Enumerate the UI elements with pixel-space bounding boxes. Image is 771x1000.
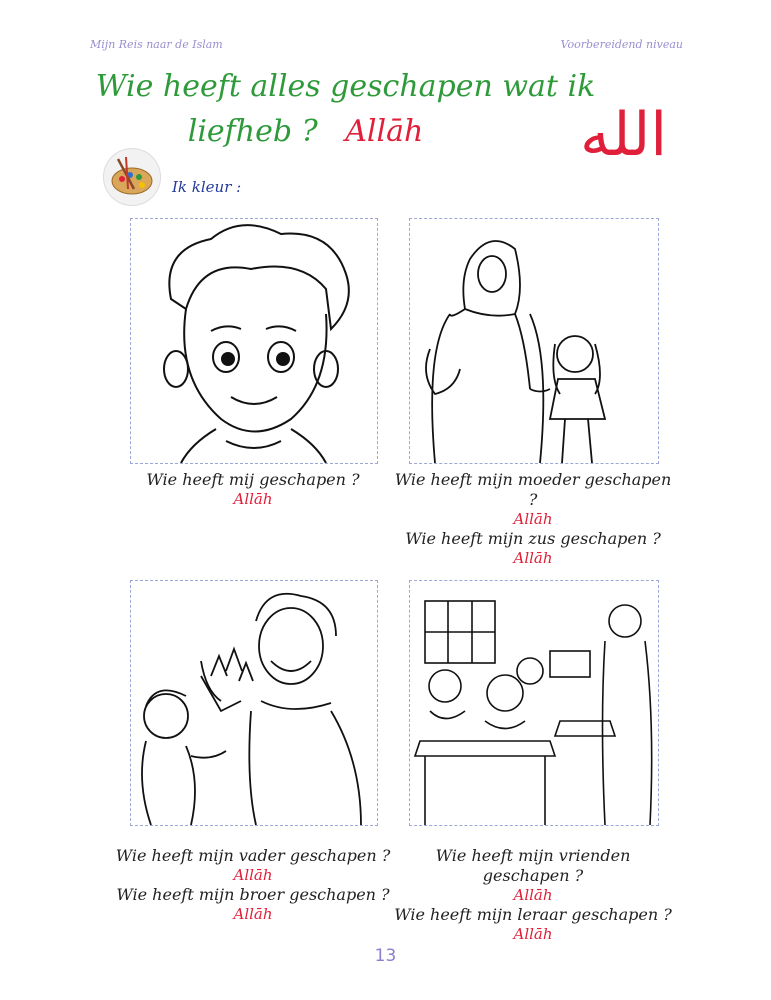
answer-text-2: Allāh	[513, 548, 553, 567]
question-text-2: Wie heeft mijn zus geschapen ?	[405, 528, 661, 548]
answer-text: Allāh	[233, 490, 273, 508]
paint-palette-icon	[103, 148, 161, 206]
arabic-calligraphy: الله	[580, 100, 667, 170]
title-question: liefheb ?	[187, 114, 318, 149]
instruction-label: Ik kleur :	[172, 178, 242, 196]
panel3-caption	[112, 846, 394, 924]
title-answer: Allāh	[345, 114, 424, 149]
question-text: Wie heeft mijn vrienden geschapen ?	[435, 846, 631, 885]
answer-text-2: Allāh	[233, 904, 273, 923]
answer-text-2: Allāh	[513, 924, 553, 943]
question-text: Wie heeft mijn vader geschapen ?	[115, 846, 391, 865]
coloring-panel-mother-daughter[interactable]	[409, 218, 659, 464]
answer-text: Allāh	[513, 510, 553, 528]
answer-text: Allāh	[233, 866, 273, 884]
header-book-title: Mijn Reis naar de Islam	[90, 38, 223, 51]
answer-text: Allāh	[513, 886, 553, 904]
question-text-2: Wie heeft mijn broer geschapen ?	[116, 884, 390, 904]
page-number: 13	[374, 946, 397, 966]
question-text: Wie heeft mij geschapen ?	[146, 470, 360, 489]
panel1-caption	[130, 470, 376, 509]
panel4-caption	[392, 846, 674, 944]
page-title-line1: Wie heeft alles geschapen wat ik	[95, 69, 596, 104]
coloring-panel-boy[interactable]	[130, 218, 378, 464]
header-level: Voorbereidend niveau	[560, 38, 683, 51]
coloring-panel-father-son[interactable]	[130, 580, 378, 826]
question-text: Wie heeft mijn moeder geschapen ?	[394, 470, 672, 509]
question-text-2: Wie heeft mijn leraar geschapen ?	[394, 904, 672, 924]
panel2-caption	[392, 470, 674, 568]
coloring-panel-classroom[interactable]	[409, 580, 659, 826]
